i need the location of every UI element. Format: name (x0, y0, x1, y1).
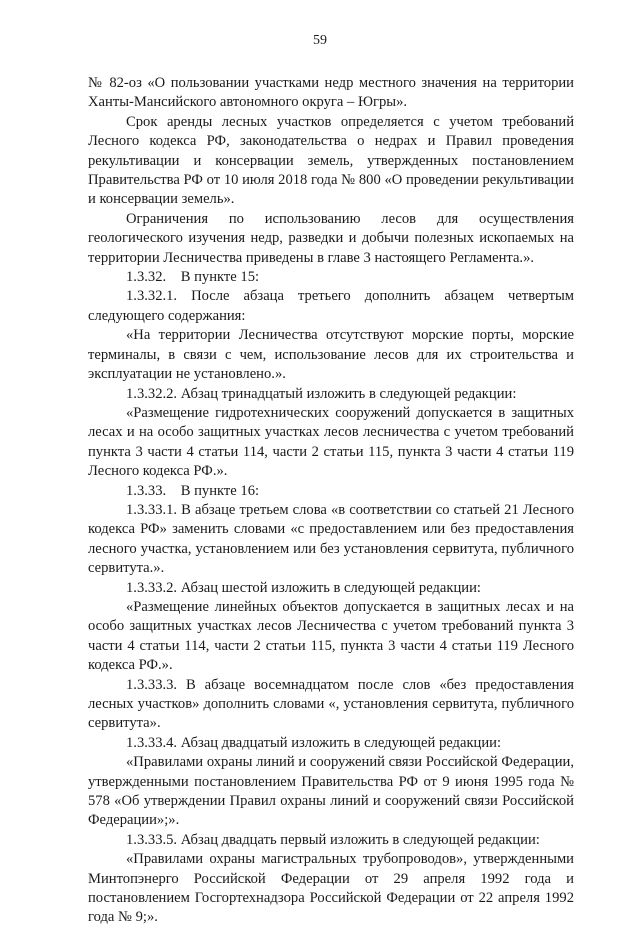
paragraph: № 82-оз «О пользовании участками недр местного значения на территории Ханты-Мансийского автономного округа – Югры». (88, 75, 574, 111)
paragraph: «Правилами охраны линий и сооружений связи Российской Федерации, утвержденными постановлением Правительства РФ от 9 июня 1995 года № 578 «Об утверждении Правил охраны линий и сооружений связи Российской Федерации»;». (88, 754, 574, 829)
paragraph: 1.3.32.2. Абзац тринадцатый изложить в следующей редакции: (126, 385, 517, 402)
paragraph: 1.3.32. В пункте 15: (126, 269, 260, 286)
paragraph: 1.3.33. В пункте 16: (126, 482, 260, 499)
paragraph: «Размещение гидротехнических сооружений допускается в защитных лесах и на особо защитных участках лесов лесничества с учетом требований пункта 3 части 4 статьи 114, части 2 статьи 115, пункта 3 части 4 статьи 119 Лесного кодекса РФ.». (88, 404, 574, 480)
paragraph: 1.3.33.2. Абзац шестой изложить в следующей редакции: (126, 579, 481, 596)
page-number: 59 (313, 33, 327, 48)
paragraph: 1.3.33.3. В абзаце восемнадцатом после слов «без предоставления лесных участков» дополнить словами «, установления сервитута, публичного сервитута». (88, 676, 574, 732)
document-body (88, 74, 574, 928)
paragraph: «На территории Лесничества отсутствуют морские порты, морские терминалы, в связи с чем, использование лесов для их строительства и эксплуатации не установлено.». (88, 327, 574, 383)
paragraph: 1.3.33.1. В абзаце третьем слова «в соответствии со статьей 21 Лесного кодекса РФ» заменить словами «с предоставлением или без предоставления лесного участка, установлением или без установления сервитута, публичного сервитута.». (88, 501, 574, 577)
paragraph: «Размещение линейных объектов допускается в защитных лесах и на особо защитных участках лесов Лесничества с учетом требований пункта 3 части 4 статьи 114, части 2 статьи 115, пункта 3 части 4 статьи 119 Лесного кодекса РФ.». (88, 598, 574, 674)
paragraph: Срок аренды лесных участков определяется с учетом требований Лесного кодекса РФ, законодательства о недрах и Правил проведения рекультивации и консервации земель, утвержденных постановлением Правительства РФ от 10 июля 2018 года № 800 «О проведении рекультивации и консервации земель». (88, 113, 574, 208)
paragraph: 1.3.33.4. Абзац двадцатый изложить в следующей редакции: (126, 734, 502, 751)
paragraph: Ограничения по использованию лесов для осуществления геологического изучения недр, разведки и добычи полезных ископаемых на территории Лесничества приведены в главе 3 настоящего Регламента.». (88, 210, 574, 266)
paragraph: 1.3.32.1. После абзаца третьего дополнить абзацем четвертым следующего содержания: (88, 288, 574, 324)
paragraph: «Правилами охраны магистральных трубопроводов», утвержденными Минтопэнерго Российской Федерации от 29 апреля 1992 года и постановлением Госгортехнадзора Российской Федерации от 22 апреля 1992 года № 9;». (88, 851, 574, 926)
paragraph: 1.3.33.5. Абзац двадцать первый изложить в следующей редакции: (126, 831, 540, 848)
